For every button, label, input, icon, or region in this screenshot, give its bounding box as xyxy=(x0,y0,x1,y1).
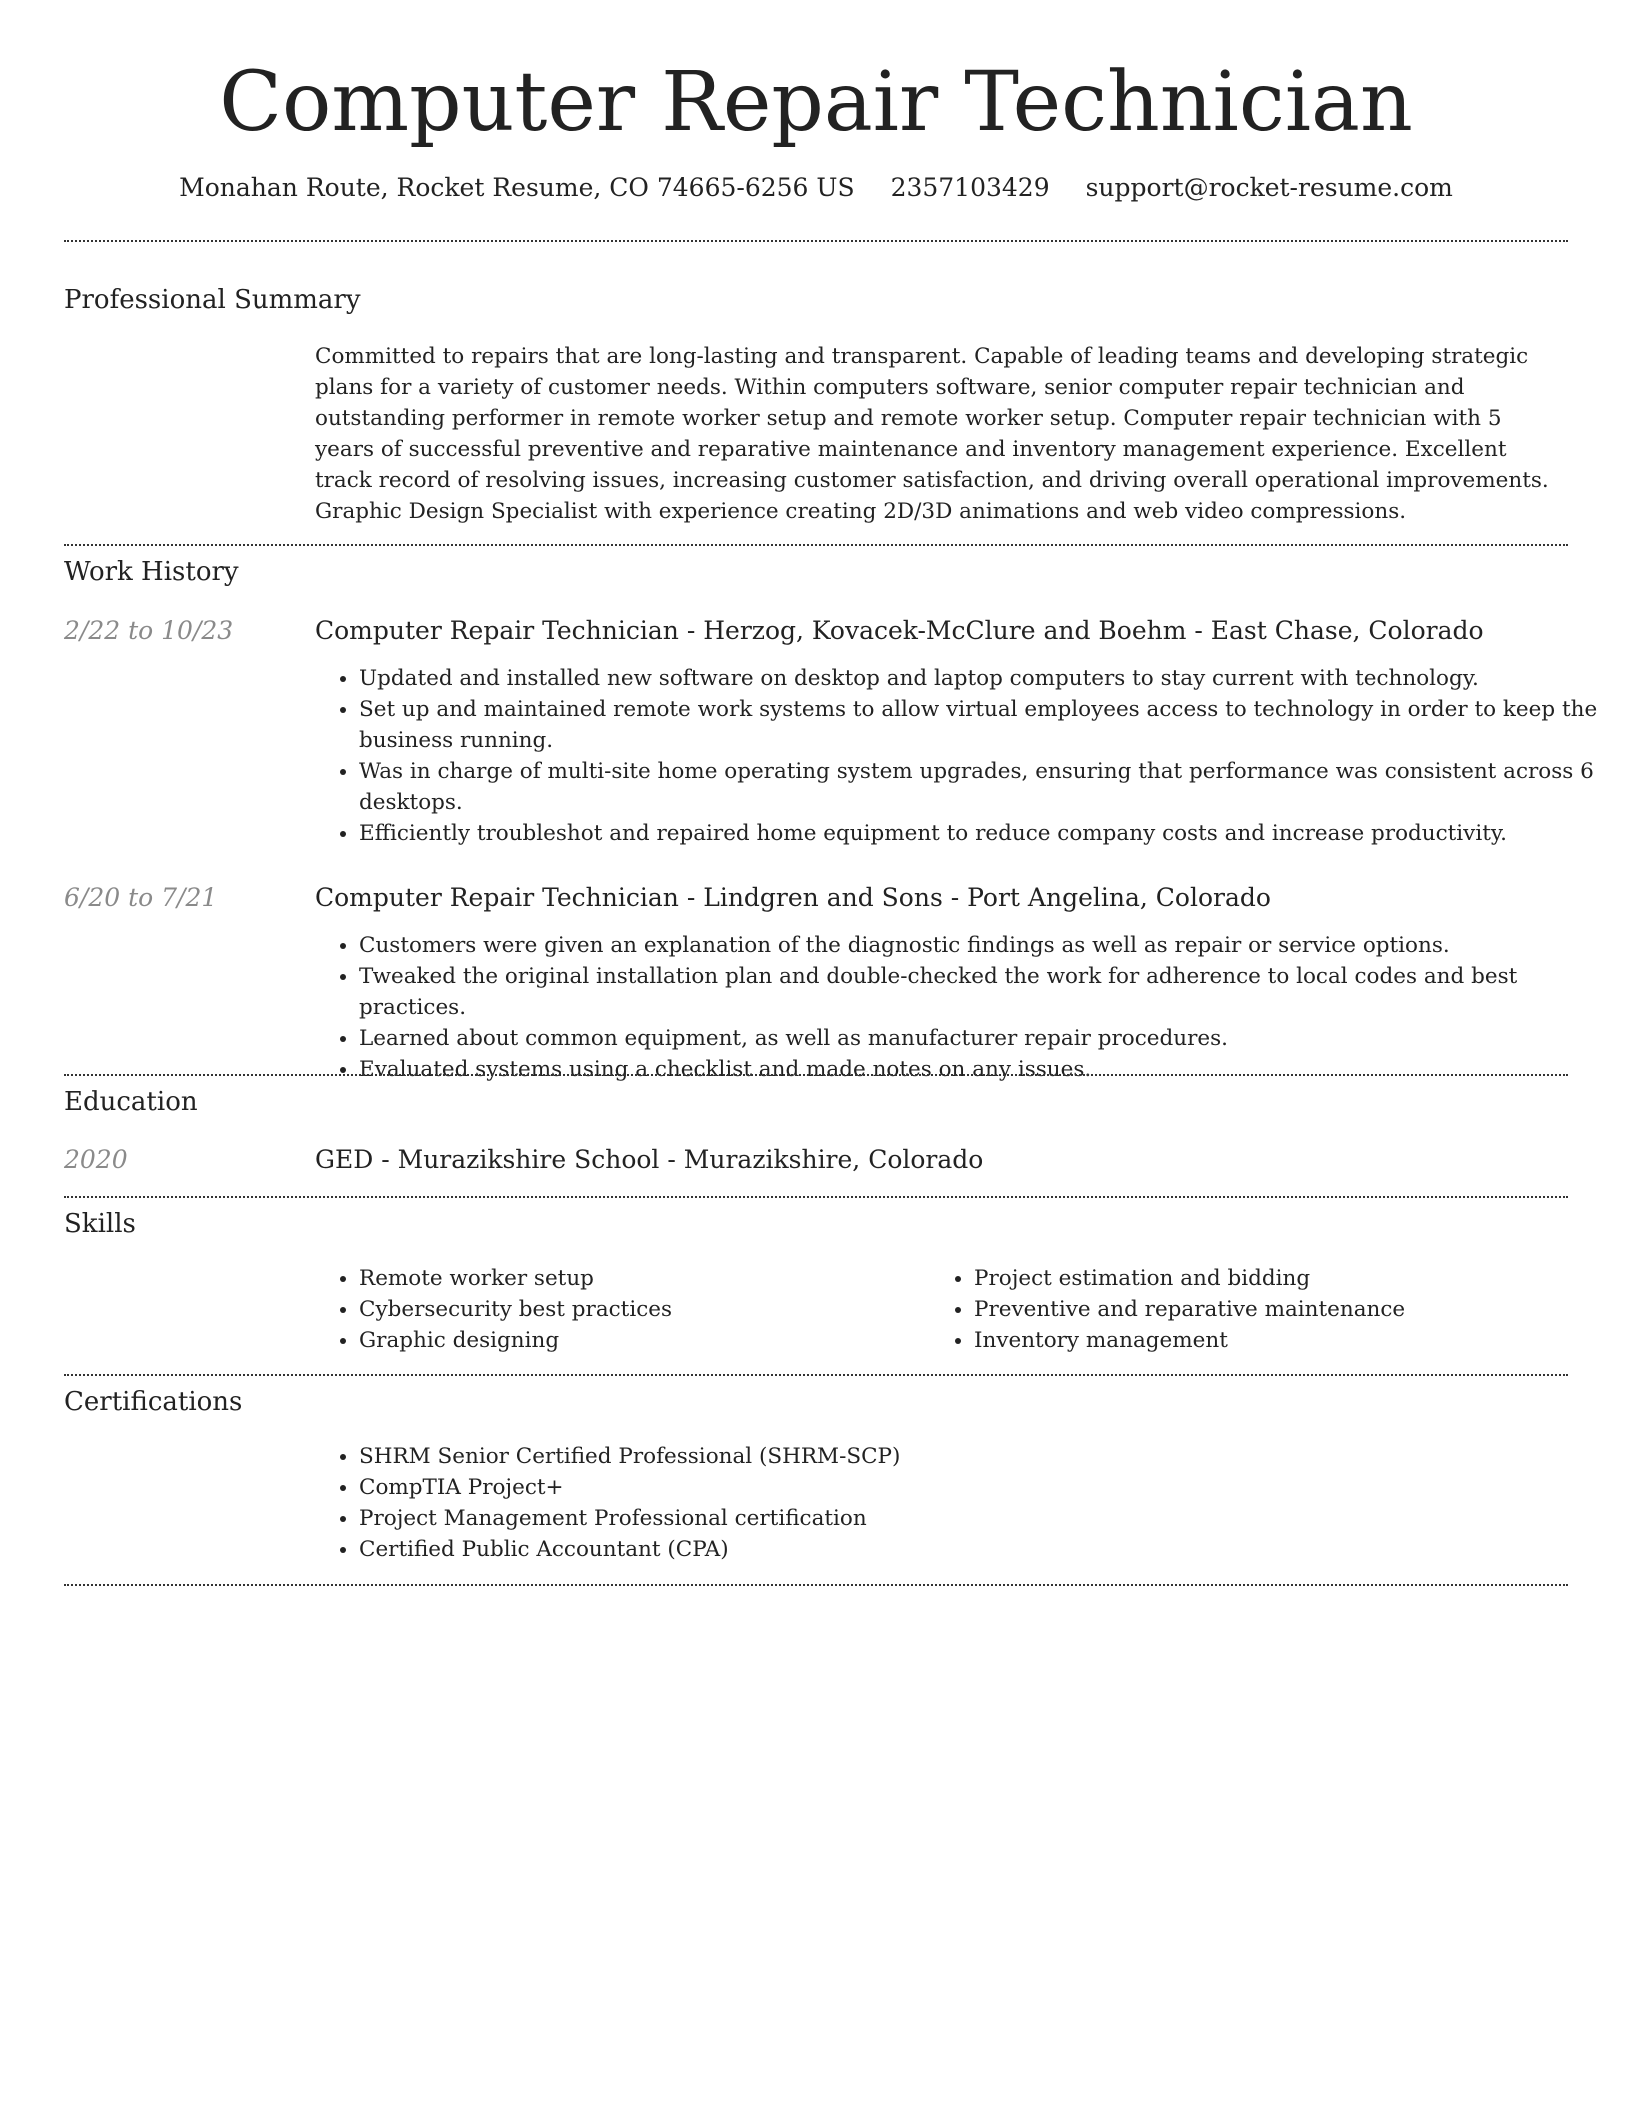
list-item: • Project estimation and bidding xyxy=(974,1263,1604,1294)
list-item: • Efficiently troubleshot and repaired home equipment to reduce company costs and increase productivity. xyxy=(359,818,1609,849)
skills-list-left xyxy=(315,1263,959,1356)
list-item: • Inventory management xyxy=(974,1325,1604,1356)
list-item: • CompTIA Project+ xyxy=(359,1472,1609,1503)
job-bullets xyxy=(315,663,1609,849)
list-item: • Tweaked the original installation plan and double-checked the work for adherence to local codes and best practices. xyxy=(359,961,1609,1023)
candidate-name: Computer Repair Technician xyxy=(219,55,1413,150)
phone: 2357103429 xyxy=(890,173,1050,202)
divider xyxy=(64,1584,1568,1586)
list-item: • Set up and maintained remote work systems to allow virtual employees access to technology in order to keep the business running. xyxy=(359,694,1609,756)
list-item: • Updated and installed new software on desktop and laptop computers to stay current with technology. xyxy=(359,663,1609,694)
list-item: • Customers were given an explanation of the diagnostic findings as well as repair or service options. xyxy=(359,930,1609,961)
section-title-work: Work History xyxy=(64,557,239,587)
list-item: • Cybersecurity best practices xyxy=(359,1294,959,1325)
job-dates: 2/22 to 10/23 xyxy=(64,616,234,645)
divider xyxy=(64,1374,1568,1376)
list-item: • Graphic designing xyxy=(359,1325,959,1356)
job-heading: Computer Repair Technician - Lindgren and Sons - Port Angelina, Colorado xyxy=(315,883,1271,912)
education-year: 2020 xyxy=(64,1145,128,1174)
skills-list-right xyxy=(930,1263,1604,1356)
summary-text: Committed to repairs that are long-lasting and transparent. Capable of leading teams and developing strategic plans for a variety of customer needs. Within computers software, senior computer repair technician and outstanding performer in remote worker setup and remote worker setup. Computer repair technician with 5 years of successful preventive and reparative maintenance and inventory management experience. Excellent track record of resolving issues, increasing customer satisfaction, and driving overall operational improvements. Graphic Design Specialist with experience creating 2D/3D animations and web video compressions. xyxy=(315,344,1549,524)
section-title-skills: Skills xyxy=(64,1209,136,1239)
divider xyxy=(64,1196,1568,1198)
job-heading: Computer Repair Technician - Herzog, Kovacek-McClure and Boehm - East Chase, Colorado xyxy=(315,616,1484,645)
job-bullets xyxy=(315,930,1609,1085)
list-item: • Certified Public Accountant (CPA) xyxy=(359,1534,1609,1565)
education-heading: GED - Murazikshire School - Murazikshire, Colorado xyxy=(315,1145,984,1174)
job-dates: 6/20 to 7/21 xyxy=(64,883,218,912)
section-title-education: Education xyxy=(64,1087,198,1117)
list-item: • Project Management Professional certification xyxy=(359,1503,1609,1534)
email: support@rocket-resume.com xyxy=(1085,173,1453,202)
list-item: • SHRM Senior Certified Professional (SHRM-SCP) xyxy=(359,1441,1609,1472)
section-title-summary: Professional Summary xyxy=(64,285,361,315)
contact-line xyxy=(0,170,1632,206)
list-item: • Remote worker setup xyxy=(359,1263,959,1294)
divider xyxy=(64,240,1568,242)
divider xyxy=(64,544,1568,546)
certifications-list xyxy=(315,1441,1609,1565)
list-item: • Was in charge of multi-site home operating system upgrades, ensuring that performance was consistent across 6 desktops. xyxy=(359,756,1609,818)
divider xyxy=(64,1074,1568,1076)
list-item: • Learned about common equipment, as well as manufacturer repair procedures. xyxy=(359,1023,1609,1054)
address: Monahan Route, Rocket Resume, CO 74665-6256 US xyxy=(179,173,855,202)
section-title-certifications: Certifications xyxy=(64,1387,243,1417)
list-item: • Evaluated systems using a checklist and made notes on any issues. xyxy=(359,1054,1609,1085)
list-item: • Preventive and reparative maintenance xyxy=(974,1294,1604,1325)
